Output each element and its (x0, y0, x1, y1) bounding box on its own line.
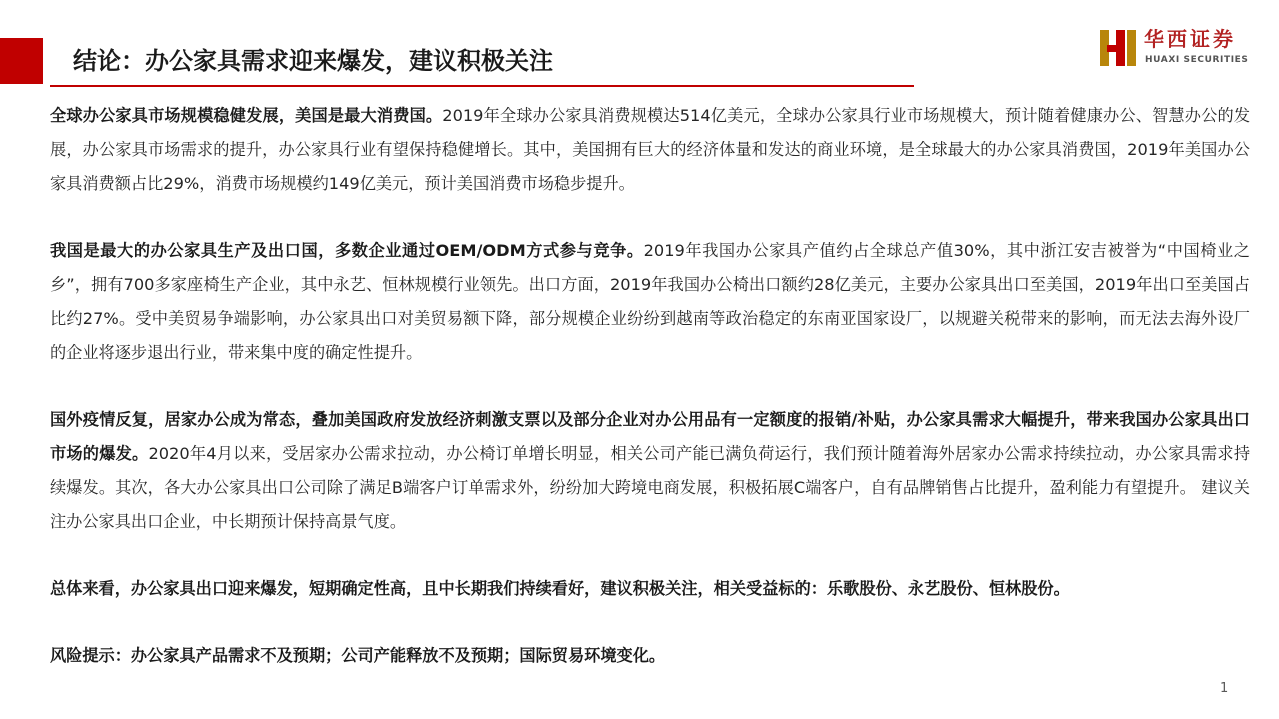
paragraph-china-production (50, 234, 1250, 370)
title-accent-bar (0, 38, 43, 84)
main-content (50, 99, 1250, 673)
page-title: 结论：办公家具需求迎来爆发，建议积极关注 (73, 47, 553, 75)
page-number: 1 (1220, 681, 1229, 696)
paragraph-body: 2020年4月以来，受居家办公需求拉动，办公椅订单增长明显，相关公司产能已满负荷运行，我们预计随着海外居家办公需求持续拉动，办公家具需求持续爆发。其次，各大办公家具出口公司除了满足B端客户订单需求外，纷纷加大跨境电商发展，积极拓展C端客户，自有品牌销售占比提升，盈利能力有望提升。 建议关注办公家具出口企业，中长期预计保持高景气度。 (50, 444, 1251, 531)
paragraph-body: 2019年我国办公家具产值约占全球总产值30%，其中浙江安吉被誉为“中国椅业之乡”，拥有700多家座椅生产企业，其中永艺、恒林规模行业领先。出口方面，2019年我国办公椅出口额约28亿美元，主要办公家具出口至美国，2019年出口至美国占比约27%。受中美贸易争端影响，办公家具出口对美贸易额下降，部分规模企业纷纷到越南等政治稳定的东南亚国家设厂，以规避关税带来的影响，而无法去海外设厂的企业将逐步退出行业，带来集中度的确定性提升。 (50, 241, 1250, 362)
huaxi-logo-icon (1099, 28, 1137, 68)
paragraph-lead: 国外疫情反复，居家办公成为常态，叠加美国政府发放经济刺激支票以及部分企业对办公用品有一定额度的报销/补贴，办公家具需求大幅提升，带来我国办公家具出口市场的爆发。 (50, 410, 1250, 463)
paragraph-body: 2019年全球办公家具消费规模达514亿美元，全球办公家具行业市场规模大，预计随着健康办公、智慧办公的发展，办公家具市场需求的提升，办公家具行业有望保持稳健增长。其中，美国拥有巨大的经济体量和发达的商业环境，是全球最大的办公家具消费国，2019年美国办公家具消费额占比29%，消费市场规模约149亿美元，预计美国消费市场稳步提升。 (50, 106, 1251, 193)
company-logo (1099, 26, 1264, 70)
logo-chinese-text: 华西证券 (1144, 27, 1236, 51)
logo-english-text: HUAXI SECURITIES (1145, 55, 1249, 65)
risk-warning: 风险提示：办公家具产品需求不及预期；公司产能释放不及预期；国际贸易环境变化。 (50, 646, 666, 665)
paragraph-demand-surge (50, 403, 1250, 539)
paragraph-lead: 我国是最大的办公家具生产及出口国，多数企业通过OEM/ODM方式参与竞争。 (50, 241, 644, 260)
paragraph-global-market (50, 99, 1250, 201)
title-divider (50, 85, 914, 87)
paragraph-lead: 全球办公家具市场规模稳健发展，美国是最大消费国。 (50, 106, 443, 125)
summary-paragraph: 总体来看，办公家具出口迎来爆发，短期确定性高，且中长期我们持续看好，建议积极关注，相关受益标的：乐歌股份、永艺股份、恒林股份。 (50, 579, 1070, 598)
